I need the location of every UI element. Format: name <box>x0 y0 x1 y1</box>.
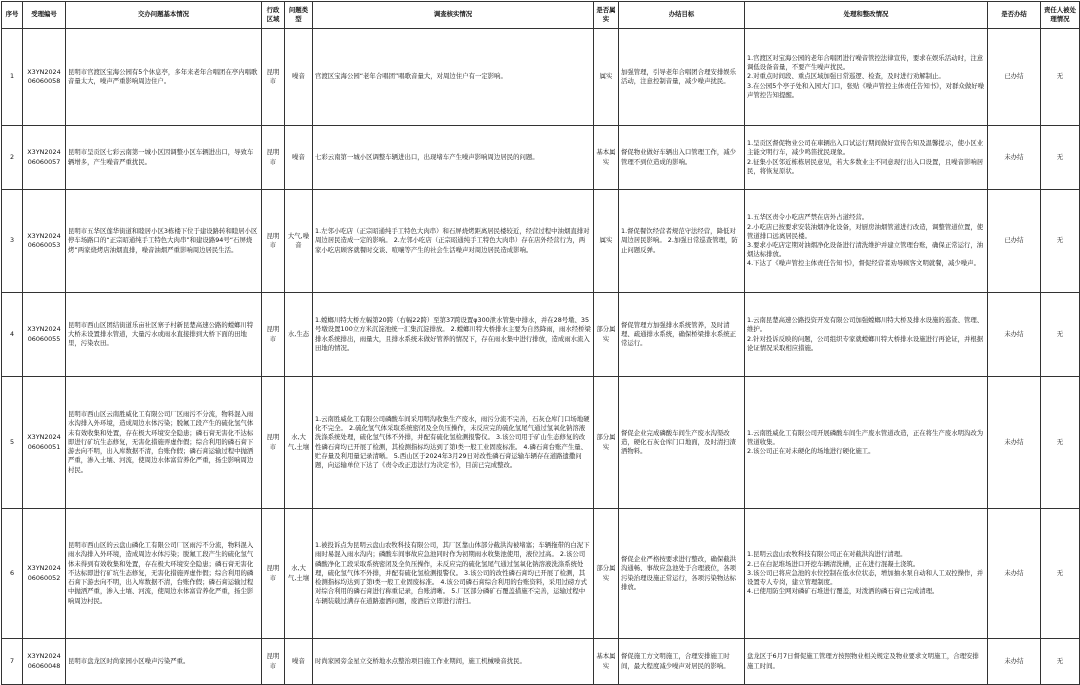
table-row <box>2 126 1080 190</box>
rectification-item: 3.该公司已将应急池的水位控制在低水位状态，增加抽水泵自动和人工双控操作，并设置专人专岗，建立管理制度。 <box>747 568 984 587</box>
header-investigation: 调查核实情况 <box>313 2 594 29</box>
cell-seq: 7 <box>2 639 23 685</box>
header-done: 是否办结 <box>988 2 1041 29</box>
cell-type: 噪音 <box>285 29 313 126</box>
table-row <box>2 190 1080 293</box>
cell-verified: 属实 <box>594 29 619 126</box>
cell-investigation: 1.云南胜威化工有限公司磷酸车间采用明沟收集生产废水，雨污分流不完善，石灰仓库门口场地硬化不完全。 2.硫化氢气体采取系统密闭及全负压操作，未反应完的硫化氢尾气通过氢氧化钠溶液洗涤系统处理，硫化氢气体不外排，并配有硫化氢检测报警仪。 3.该公司用于矿山生态修复的改性磷石膏均已开展了检测，其检测指标均达到了第Ⅰ类一般工业固废标准。 4.磷石膏台账产生量、贮存量及利用量记录清晰。 5.西山区于2024年3月29日对改性磷石膏运输车辆存在道路遗撒问题，向运输单位下达了《责令改正违法行为决定书》，目前已完成整改。 <box>313 377 594 509</box>
rectification-item: 3.在公园5个亭子处和入园大门口，张贴《噪声管控主体责任告知书》，对群众做好噪声管控告知提醒。 <box>747 81 985 99</box>
cell-done: 未办结 <box>988 639 1041 685</box>
cell-seq: 1 <box>2 29 23 126</box>
header-seq: 序号 <box>2 2 23 29</box>
table-row <box>2 639 1080 685</box>
cell-type: 水,大气,土壤 <box>285 377 313 509</box>
cell-goal: 督促企业严格按要求进行整改，确保截洪沟通畅、事故应急池处于合理液位，各项污染治理设施正常运行，各项污染物达标排放。 <box>619 509 745 639</box>
cell-issue: 昆明市西山区团结街道乐亩社区寨子村新昆楚高速公路的螳螂川特大桥未设置排水管道，大量污水或雨水直接排到大桥下面的田地里，污染农田。 <box>66 293 262 377</box>
cell-code: X3YN2024 06060055 <box>23 293 66 377</box>
cell-investigation: 时尚家园旁金星立交桥地水点整治项目施工作业期间，施工机械噪音扰民。 <box>313 639 594 685</box>
cell-district: 昆明市 <box>262 126 285 190</box>
rectification-item: 1.云南昆楚高速公路投资开发有限公司加强螳螂川特大桥及排水设施的巡查、管理、维护。 <box>747 316 984 334</box>
cell-issue: 昆明市呈贡区七彩云南第一城小区因调整小区车辆进出口，导致车辆增多，产生噪音严重扰民。 <box>66 126 262 190</box>
cell-rectification <box>745 377 988 509</box>
rectification-item: 2.该公司正在对未硬化的场地进行硬化施工。 <box>747 447 875 456</box>
cell-seq: 6 <box>2 509 23 639</box>
cell-rectification <box>745 126 988 190</box>
cell-verified: 部分属实 <box>594 509 619 639</box>
cell-accountable: 无 <box>1041 29 1080 126</box>
cell-verified: 基本属实 <box>594 639 619 685</box>
cell-type: 水,生态 <box>285 293 313 377</box>
rectification-item: 1.五华区责令小吃店严禁在店外占道经营。 <box>747 213 869 222</box>
cell-code: X3YN2024 06060048 <box>23 639 66 685</box>
cell-accountable: 无 <box>1041 293 1080 377</box>
cell-investigation: 七彩云南第一城小区调整车辆进出口，出现堵车产生噪声影响周边居民的问题。 <box>313 126 594 190</box>
header-rectification: 处理和整改情况 <box>745 2 988 29</box>
cell-done: 未办结 <box>988 377 1041 509</box>
rectification-item: 3.要求小吃店定期对油烟净化设备进行清洗维护并建立管理台账，确保正常运行，油烟达标排放。 <box>747 241 984 259</box>
cell-done: 未办结 <box>988 293 1041 377</box>
rectification-item: 2.对重点时间段、重点区域加强日常巡逻、检查，及时进行劝解制止。 <box>747 72 945 81</box>
cell-seq: 4 <box>2 293 23 377</box>
cell-goal: 督促管理方加强排水系统管养，及时清理、疏通排水系统，确保桥梁排水系统正常运行。 <box>619 293 745 377</box>
header-code: 受理编号 <box>23 2 66 29</box>
cell-issue: 昆明市盘龙区时尚家园小区噪声污染严重。 <box>66 639 262 685</box>
cell-accountable: 无 <box>1041 377 1080 509</box>
cell-seq: 2 <box>2 126 23 190</box>
cell-district: 昆明市 <box>262 29 285 126</box>
cell-investigation: 1.螳螂川特大桥左幅第20跨（右幅22跨）至第37跨设置φ300泄水管集中排水，并在28号墩、35号墩设置100立方米沉淀池统一汇集沉淀排放。 2.螳螂川特大桥排水主要为自然降雨，雨水经桥梁排水系统排出，雨量大，且排水系统未做好管养的情况下，存在雨水集中进行排放，造成雨水流入田地的情况。 <box>313 293 594 377</box>
cell-code: X3YN2024 06060057 <box>23 126 66 190</box>
cell-code: X3YN2024 06060051 <box>23 377 66 509</box>
rectification-item: 1.呈贡区督促物业公司在車辆出入口试运行期间做好宣传告知及温馨提示，使小区业主能文明行车，减少鸣笛扰民现象。 <box>747 139 984 157</box>
cell-verified: 基本属实 <box>594 126 619 190</box>
cell-goal: 督促物业做好车辆出入口管理工作，减少管理不到位造成的影响。 <box>619 126 745 190</box>
cell-goal: 1.督促餐饮经营者规范守法经营，降低对周边居民影响。 2.加强日常巡查管理，防止问题反弹。 <box>619 190 745 293</box>
header-goal: 办结目标 <box>619 2 745 29</box>
rectification-item: 盘龙区于6月7日督促施工管理方按照物业相关规定及物业要求文明施工，合理安排施工时间。 <box>747 652 979 670</box>
cell-rectification <box>745 29 988 126</box>
cell-code: X3YN2024 06060052 <box>23 509 66 639</box>
cell-code: X3YN2024 06060053 <box>23 190 66 293</box>
table-row <box>2 377 1080 509</box>
header-row <box>2 2 1080 29</box>
table-row <box>2 293 1080 377</box>
cell-accountable: 无 <box>1041 509 1080 639</box>
cell-issue: 昆明市官渡区宝海公园有5个休息亭，多年来老年合唱团在亭内唱歌音量太大，噪声严重影响周边住户。 <box>66 29 262 126</box>
cell-accountable: 无 <box>1041 639 1080 685</box>
cell-rectification <box>745 509 988 639</box>
header-type: 问题类型 <box>285 2 313 29</box>
cell-done: 已办结 <box>988 29 1041 126</box>
cell-done: 已办结 <box>988 190 1041 293</box>
header-verified: 是否属实 <box>594 2 619 29</box>
table-row <box>2 29 1080 126</box>
rectification-item: 2.征集小区邻近栋栋居民意见，若大多数业主不同意现行出入口设置，且噪音影响居民，将恢复原状。 <box>747 157 984 175</box>
cell-code: X3YN2024 06060058 <box>23 29 66 126</box>
rectification-item: 1.云南胜威化工有限公司开展磷酸车间生产废水管道改造，正在将生产废水明沟改为管道收集。 <box>747 428 984 446</box>
cell-investigation: 1.被投诉点为昆明云盘山农牧科技有限公司，其厂区靠山体部分截洪沟被堵塞；车辆拖带的白泥下雨时易混入雨水沟内；磷酸车间事故应急池同时作为初期雨水收集池使用，液位过高。 2.该公司磷酸净化工段采取系统密闭及全负压操作，未反应完的硫化氢尾气通过氢氧化钠溶液洗涤系统处理，硫化氢气体不外排，并配有硫化氢检测报警仪。 3.该公司的改性磷石膏均已开展了检测，其检测指标均达到了第Ⅰ类一般工业固废标准。 4.该公司磷石膏综合利用的台账资料，采用过磅方式对综合利用的磷石膏进行称重记录，台账清晰。 5.厂区部分磷矿石覆盖措施不完善，运输过程中车辆装载过满存在道路遗洒问题，废酒后立即进行清扫。 <box>313 509 594 639</box>
cell-district: 昆明市 <box>262 293 285 377</box>
header-accountable: 责任人被处理情况 <box>1041 2 1080 29</box>
cell-type: 噪音 <box>285 126 313 190</box>
cell-accountable: 无 <box>1041 126 1080 190</box>
cell-accountable: 无 <box>1041 190 1080 293</box>
cell-investigation: 1.左邻小吃店（正宗昭通纯手工特色大肉串）和石屏烧烤距离居民楼较近，经营过程中油烟直排对周边居民造成一定的影响。 2.左邻小吃店（正宗昭通纯手工特色大肉串）存在店外经营行为，两家小吃店顾客就餐时交谈、喧嚷等产生的社会生活噪声对周边居民造成影响。 <box>313 190 594 293</box>
table-row <box>2 509 1080 639</box>
cell-seq: 5 <box>2 377 23 509</box>
cell-type: 水,大气,土壤 <box>285 509 313 639</box>
cell-type: 噪音 <box>285 639 313 685</box>
cell-rectification <box>745 293 988 377</box>
header-district: 行政区域 <box>262 2 285 29</box>
cell-investigation: 官渡区宝海公园“老年合唱团”唱歌音量大，对周边住户有一定影响。 <box>313 29 594 126</box>
cell-goal: 督促企业完成磷酸车间生产废水沟渠改造，硬化石灰仓库门口地面，及时清扫渣洒物料。 <box>619 377 745 509</box>
rectification-item: 4.已使用防尘网对磷矿石堆进行覆盖，对泼洒的磷石膏已完成清理。 <box>747 587 939 596</box>
cell-verified: 部分属实 <box>594 377 619 509</box>
cell-issue: 昆明市西山区的云盘山磷化工有限公司厂区雨污不分流，物料混入雨水沟排入外环境，造成周边水体污染；脱氟工段产生的硫化氢气体未得到有效收集和处置，存在极大环境安全隐患；磷石膏无害化不达标即进行矿坑生态修复，无害化措施弄虚作假；综合利用的磷石膏下游去向不明，出入库数据不清，台账作假；磷石膏运输过程中抛洒严重，渗入土壤、河流，使周边水体富营养化严重，扬尘影响周边村民。 <box>66 509 262 639</box>
cell-issue: 昆明市五华区莲华街道和睦居小区3栋楼下位于建设路转和睦居小区停车场路口的“正宗昭通纯手工特色大肉串”和建设路94号“石屏烧烤”两家烧烤店油烟直排，噪音油烟严重影响周边居民生活。 <box>66 190 262 293</box>
cell-verified: 部分属实 <box>594 293 619 377</box>
cell-rectification <box>745 190 988 293</box>
rectification-item: 2.针对投诉反映的问题，公司组织专家就螳螂川特大桥排水设施进行再论证，并根据论证情况采取相应措施。 <box>747 334 984 352</box>
cell-done: 未办结 <box>988 509 1041 639</box>
cell-district: 昆明市 <box>262 509 285 639</box>
cell-district: 昆明市 <box>262 639 285 685</box>
header-issue: 交办问题基本情况 <box>66 2 262 29</box>
cell-district: 昆明市 <box>262 377 285 509</box>
cell-issue: 昆明市西山区云南胜威化工有限公司厂区雨污不分流，物料混入雨水沟排入外环境，造成周边水体污染；脱氟工段产生的硫化氢气体未有效收集和处置，存在极大环境安全隐患；磷石膏无害化不达标即进行矿坑生态修复，无害化措施弄虚作假；综合利用的磷石膏下游去向不明，出入库数据不清，台账作假；磷石膏运输过程中抛洒严重，渗入土壤、河流，使周边水体富营养化严重，扬尘影响周边村民。 <box>66 377 262 509</box>
rectification-item: 4.下达了《噪声管控主体责任告知书》，督促经营者劝导顾客文明就餐，减少噪声。 <box>747 259 980 268</box>
rectification-item: 2.已在白泥堆场进口开挖车辆清洗槽，正在进行混凝土浇筑。 <box>747 559 920 568</box>
complaint-table <box>1 1 1080 685</box>
cell-district: 昆明市 <box>262 190 285 293</box>
rectification-item: 2.小吃店已按要求安装油烟净化设备，对厨房油烟管道进行改造，调整管道位置，使管道排口远离居民楼。 <box>747 222 984 240</box>
cell-goal: 加强管理，引导老年合唱团合理安排娱乐活动，注意控制音量，减少噪声扰民。 <box>619 29 745 126</box>
rectification-item: 1.官渡区对宝海公园的老年合唱团进行噪音管控法律宣传，要求在娱乐活动时，注意调低设备音量，不要产生噪声扰民。 <box>747 53 984 72</box>
cell-goal: 督促施工方文明施工，合理安排施工时间，最大程度减少噪声对居民的影响。 <box>619 639 745 685</box>
cell-done: 未办结 <box>988 126 1041 190</box>
cell-verified: 属实 <box>594 190 619 293</box>
cell-seq: 3 <box>2 190 23 293</box>
cell-type: 大气,噪音 <box>285 190 313 293</box>
rectification-item: 1.昆明云盘山农牧科技有限公司正在对截洪沟进行清理。 <box>747 550 907 559</box>
cell-rectification <box>745 639 988 685</box>
